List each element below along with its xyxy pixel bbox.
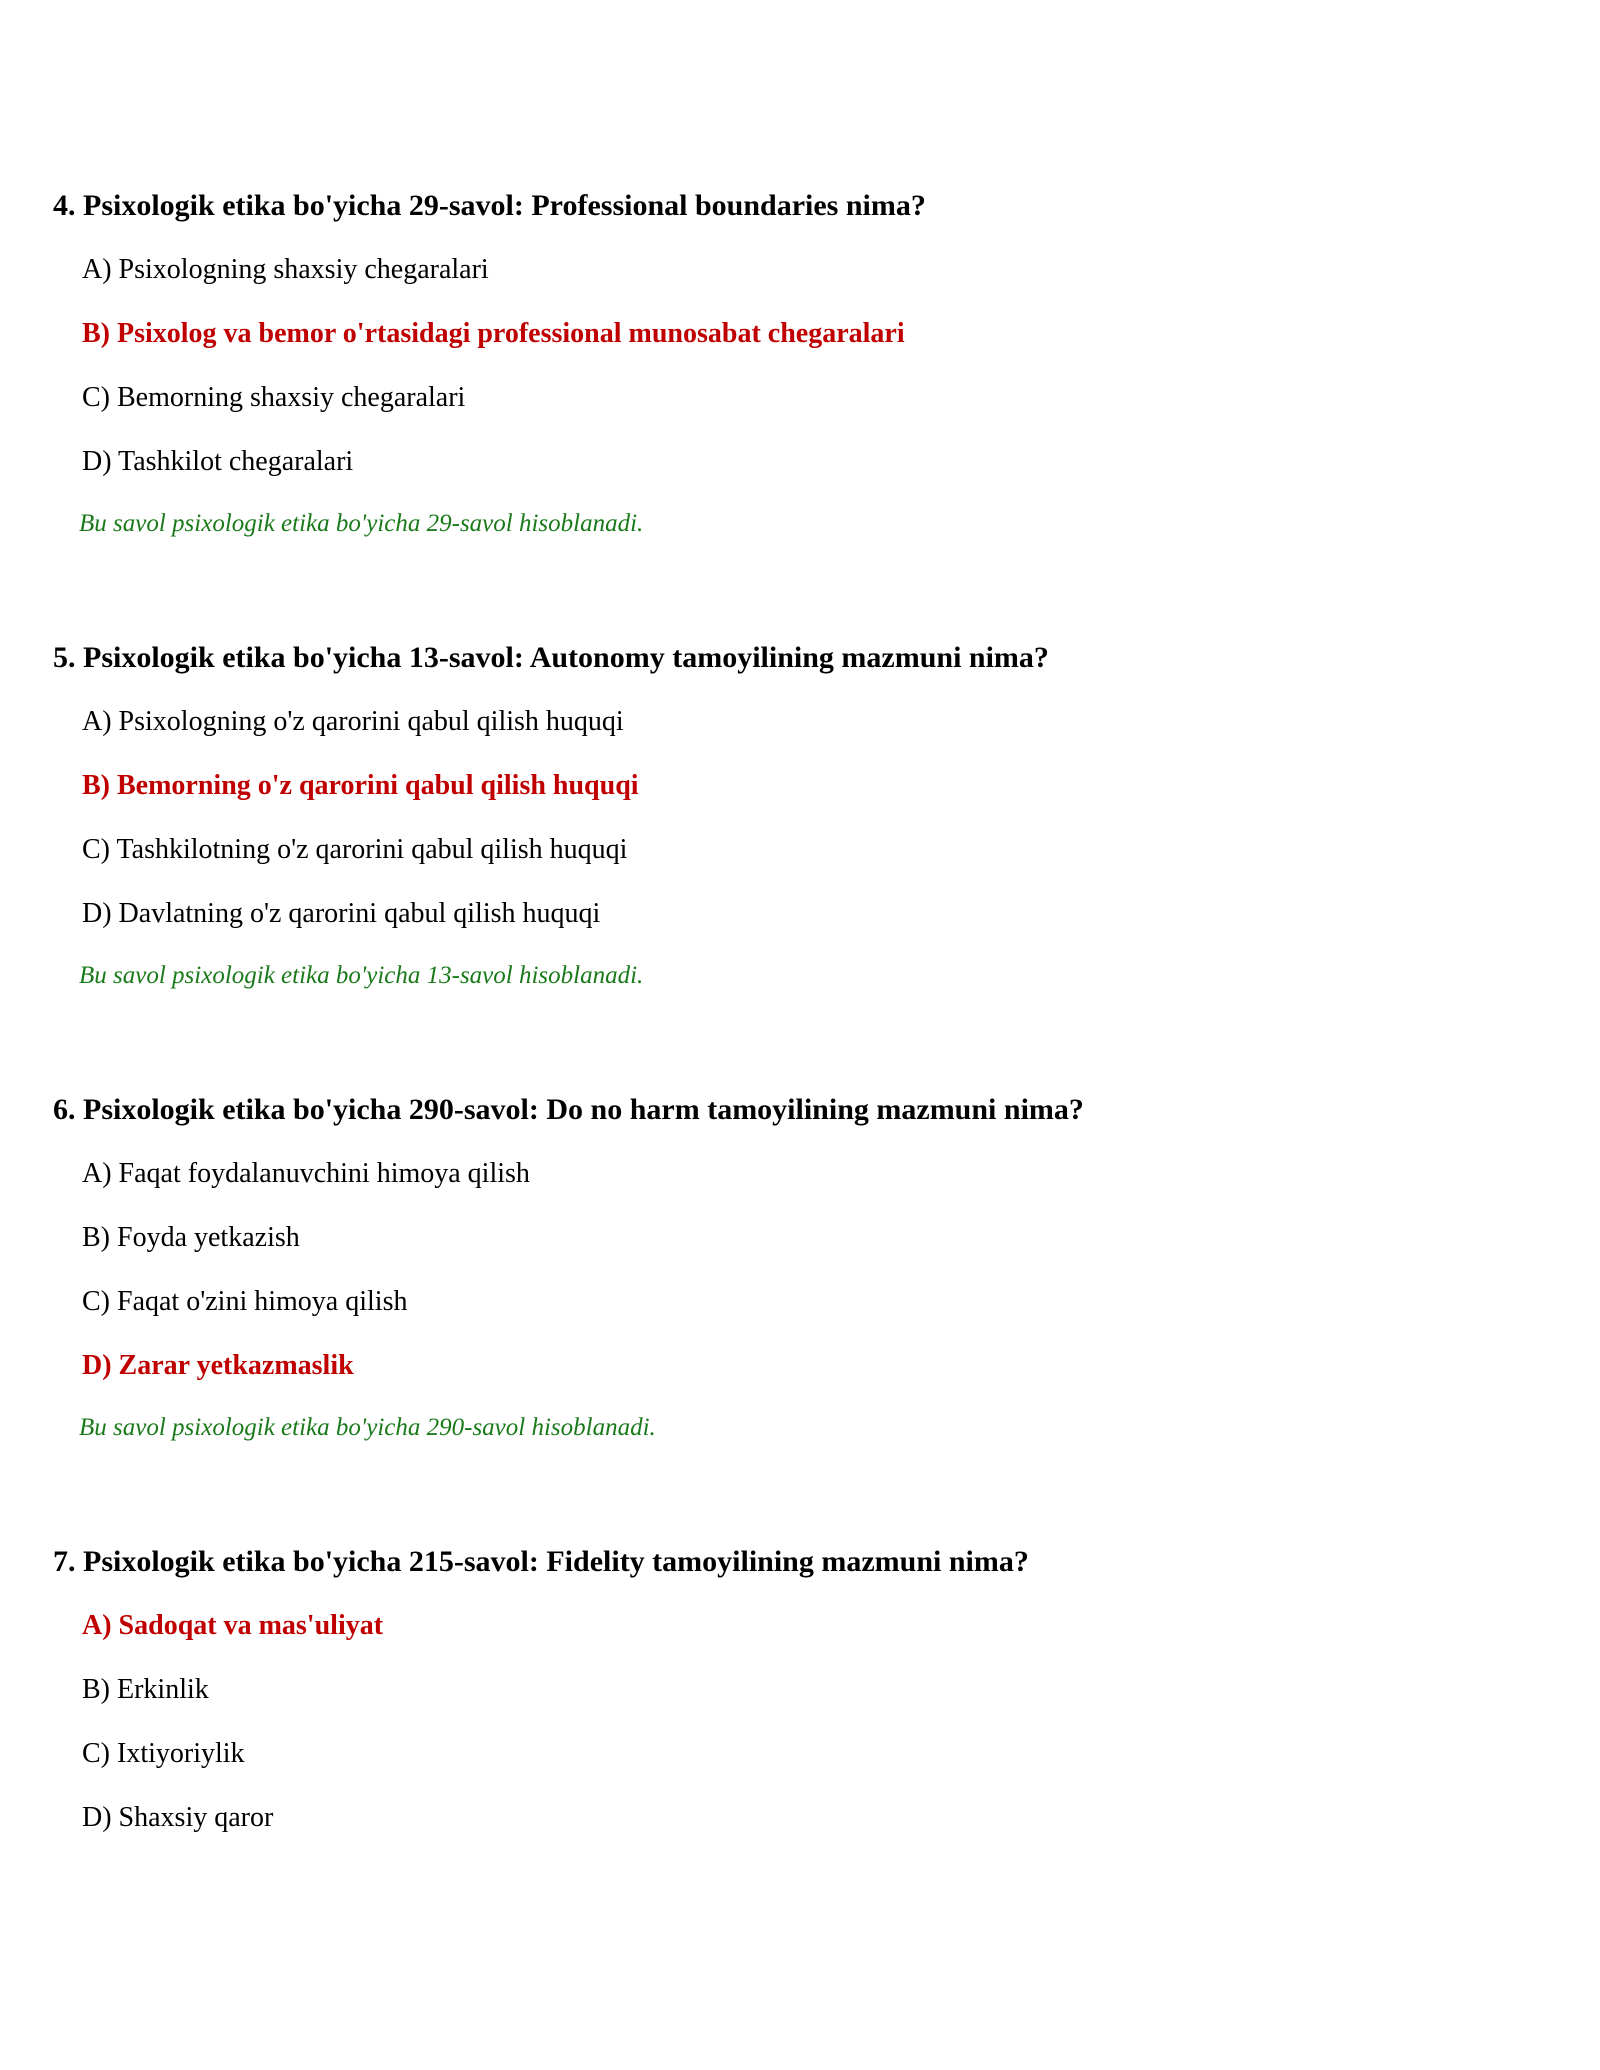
answer-option: D) Shaxsiy qaror (82, 1802, 274, 1833)
answer-option: C) Ixtiyoriylik (82, 1738, 245, 1769)
answer-option: A) Psixologning o'z qarorini qabul qilish huquqi (82, 706, 624, 737)
question-title: 4. Psixologik etika bo'yicha 29-savol: Professional boundaries nima? (53, 189, 926, 222)
question-title: 6. Psixologik etika bo'yicha 290-savol: Do no harm tamoyilining mazmuni nima? (53, 1093, 1084, 1126)
answer-option: D) Davlatning o'z qarorini qabul qilish huquqi (82, 898, 601, 929)
answer-option-correct: B) Psixolog va bemor o'rtasidagi professional munosabat chegaralari (82, 318, 905, 349)
answer-option-correct: B) Bemorning o'z qarorini qabul qilish huquqi (82, 770, 639, 801)
answer-option: C) Bemorning shaxsiy chegaralari (82, 382, 466, 413)
question-title: 7. Psixologik etika bo'yicha 215-savol: Fidelity tamoyilining mazmuni nima? (53, 1545, 1029, 1578)
answer-option: C) Tashkilotning o'z qarorini qabul qilish huquqi (82, 834, 628, 865)
answer-option-correct: A) Sadoqat va mas'uliyat (82, 1610, 384, 1641)
answer-option: A) Psixologning shaxsiy chegaralari (82, 254, 489, 285)
question-note: Bu savol psixologik etika bo'yicha 13-savol hisoblanadi. (79, 962, 644, 989)
question-note: Bu savol psixologik etika bo'yicha 29-savol hisoblanadi. (79, 510, 644, 537)
answer-option: B) Foyda yetkazish (82, 1222, 300, 1253)
answer-option: C) Faqat o'zini himoya qilish (82, 1286, 408, 1317)
question-note: Bu savol psixologik etika bo'yicha 290-savol hisoblanadi. (79, 1414, 656, 1441)
answer-option: B) Erkinlik (82, 1674, 209, 1705)
question-title: 5. Psixologik etika bo'yicha 13-savol: Autonomy tamoyilining mazmuni nima? (53, 641, 1049, 674)
answer-option: A) Faqat foydalanuvchini himoya qilish (82, 1158, 530, 1189)
answer-option-correct: D) Zarar yetkazmaslik (82, 1350, 354, 1381)
answer-option: D) Tashkilot chegaralari (82, 446, 354, 477)
